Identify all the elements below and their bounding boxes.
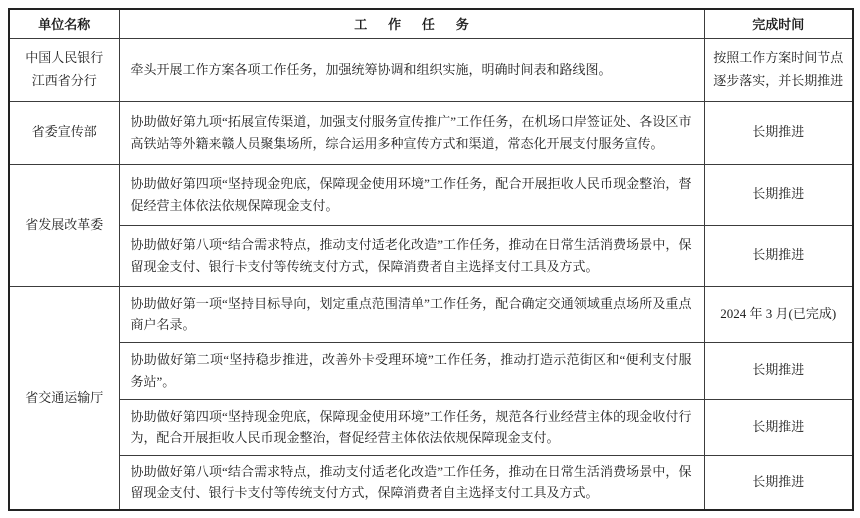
unit-cell-transport-dept bbox=[9, 286, 119, 510]
header-work-task-label: 工作任务 bbox=[354, 17, 490, 33]
time-cell: 长期推进 bbox=[704, 342, 853, 399]
table-row bbox=[9, 38, 853, 101]
task-cell: 协助做好第八项“结合需求特点，推动支付适老化改造”工作任务，推动在日常生活消费场景中，保留现金支付、银行卡支付等传统支付方式，保障消费者自主选择支付工具及方式。 bbox=[119, 225, 704, 286]
unit-name-line: 省委宣传部 bbox=[31, 124, 97, 140]
unit-name-line: 江西省分行 bbox=[31, 72, 97, 88]
task-cell: 协助做好第四项“坚持现金兜底，保障现金使用环境”工作任务，配合开展拒收人民币现金整治，督促经营主体依法依规保障现金支付。 bbox=[119, 164, 704, 225]
task-cell: 协助做好第一项“坚持目标导向，划定重点范围清单”工作任务，配合确定交通领域重点场所及重点商户名录。 bbox=[119, 286, 704, 342]
header-work-task bbox=[119, 9, 704, 38]
time-cell: 2024 年 3 月(已完成) bbox=[704, 286, 853, 342]
table-row bbox=[9, 101, 853, 164]
time-cell: 长期推进 bbox=[704, 399, 853, 455]
unit-name-line: 省交通运输厅 bbox=[25, 389, 104, 405]
time-cell: 按照工作方案时间节点逐步落实，并长期推进 bbox=[704, 38, 853, 101]
header-completion-time: 完成时间 bbox=[704, 9, 853, 38]
task-cell: 协助做好第二项“坚持稳步推进，改善外卡受理环境”工作任务，推动打造示范街区和“便利支付服务站”。 bbox=[119, 342, 704, 399]
table-row bbox=[9, 342, 853, 399]
time-cell: 长期推进 bbox=[704, 164, 853, 225]
time-cell: 长期推进 bbox=[704, 455, 853, 510]
task-cell: 协助做好第八项“结合需求特点，推动支付适老化改造”工作任务，推动在日常生活消费场景中，保留现金支付、银行卡支付等传统支付方式，保障消费者自主选择支付工具及方式。 bbox=[119, 455, 704, 510]
unit-name-line: 省发展改革委 bbox=[25, 216, 104, 232]
table-row bbox=[9, 399, 853, 455]
table-row bbox=[9, 286, 853, 342]
header-unit-name: 单位名称 bbox=[9, 9, 119, 38]
unit-cell-propaganda-dept bbox=[9, 101, 119, 164]
unit-cell-pboc-jiangxi bbox=[9, 38, 119, 101]
unit-cell-development-reform bbox=[9, 164, 119, 286]
task-cell: 协助做好第四项“坚持现金兜底，保障现金使用环境”工作任务，规范各行业经营主体的现金收付行为，配合开展拒收人民币现金整治，督促经营主体依法依规保障现金支付。 bbox=[119, 399, 704, 455]
task-cell: 牵头开展工作方案各项工作任务，加强统筹协调和组织实施，明确时间表和路线图。 bbox=[119, 38, 704, 101]
unit-name-line: 中国人民银行 bbox=[25, 50, 104, 66]
table-header-row bbox=[9, 9, 853, 38]
task-cell: 协助做好第九项“拓展宣传渠道，加强支付服务宣传推广”工作任务，在机场口岸签证处、各设区市高铁站等外籍来赣人员聚集场所，综合运用多种宣传方式和渠道，常态化开展支付服务宣传。 bbox=[119, 101, 704, 164]
time-cell: 长期推进 bbox=[704, 225, 853, 286]
time-cell: 长期推进 bbox=[704, 101, 853, 164]
table-row bbox=[9, 455, 853, 510]
table-row bbox=[9, 225, 853, 286]
table-row bbox=[9, 164, 853, 225]
task-table bbox=[8, 8, 854, 511]
